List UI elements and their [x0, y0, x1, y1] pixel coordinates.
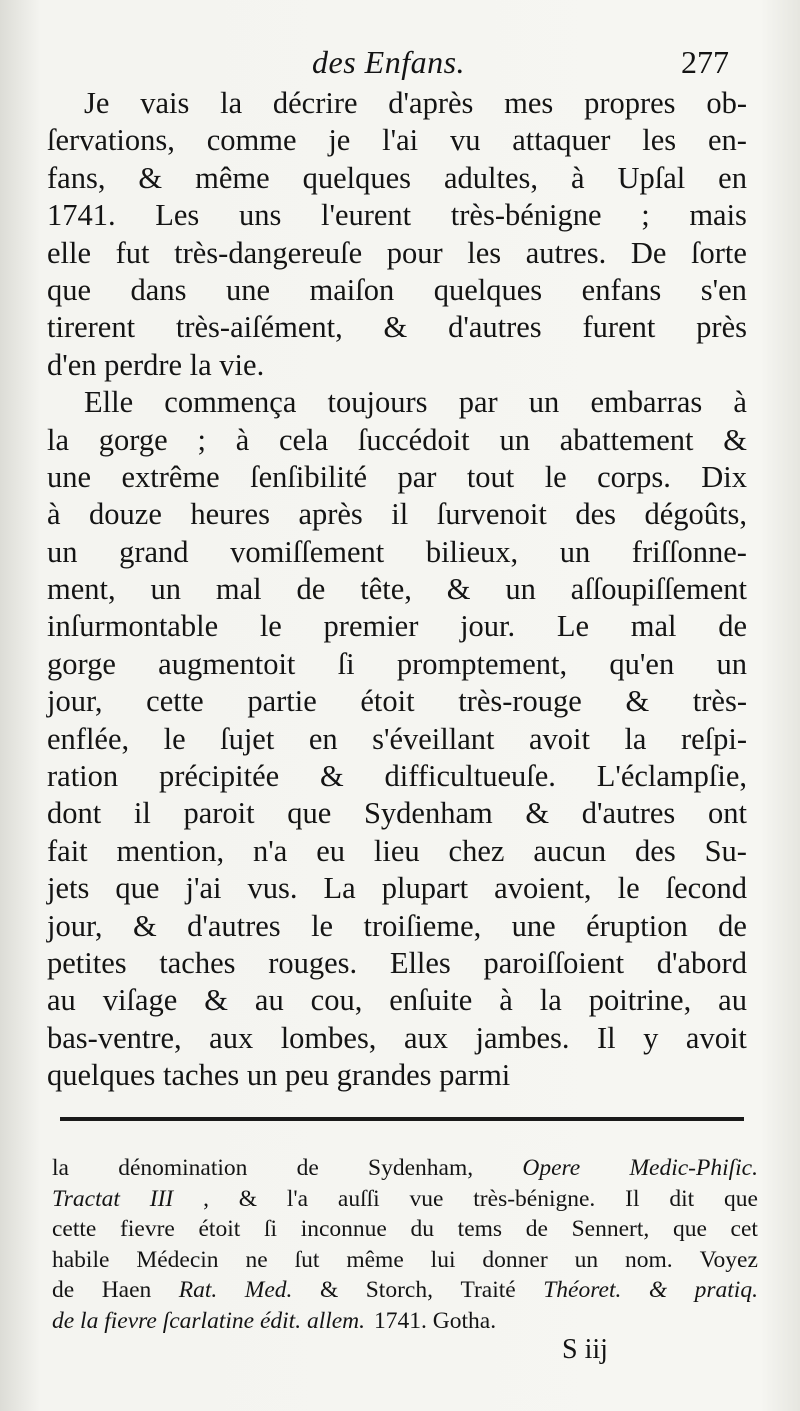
- text-line: 1741. Les uns l'eurent très-bénigne ; mais: [47, 198, 747, 233]
- text-line: ration précipitée & difficultueuſe. L'éclampſie,: [47, 759, 747, 794]
- text-line: petites taches rouges. Elles paroiſſoient d'abord: [47, 945, 747, 980]
- text-line: bas-ventre, aux lombes, aux jambes. Il y avoit: [47, 1020, 747, 1055]
- footnote: [52, 1153, 758, 1336]
- text-line: jour, cette partie étoit très-rouge & très-: [47, 684, 747, 719]
- text-line: à douze heures après il ſurvenoit des dégoûts,: [47, 497, 747, 532]
- text-line: enflée, le ſujet en s'éveillant avoit la reſpi-: [47, 721, 747, 756]
- text-line: ment, un mal de tête, & un aſſoupiſſement: [47, 572, 747, 607]
- footnote-divider: [60, 1117, 744, 1121]
- footnote-line: de Haen Rat. Med. & Storch, Traité Théoret. & pratiq.: [52, 1277, 758, 1303]
- text-line: jets que j'ai vus. La plupart avoient, le ſecond: [47, 871, 747, 906]
- footnote-line: cette fievre étoit ſi inconnue du tems de Sennert, que cet: [52, 1216, 758, 1242]
- footnote-line: la dénomination de Sydenham, Opere Medic-Phiſic.: [52, 1155, 758, 1181]
- text-line: tirerent très-aiſément, & d'autres furent près: [47, 310, 747, 345]
- text-line: jour, & d'autres le troiſieme, une éruption de: [47, 908, 747, 943]
- text-line: fans, & même quelques adultes, à Upſal en: [47, 160, 747, 195]
- text-line: que dans une maiſon quelques enfans s'en: [47, 272, 747, 307]
- text-line: d'en perdre la vie.: [47, 347, 265, 382]
- text-line: fait mention, n'a eu lieu chez aucun des Su-: [47, 833, 747, 868]
- text-line: une extrême ſenſibilité par tout le corps. Dix: [47, 459, 747, 494]
- text-line: gorge augmentoit ſi promptement, qu'en un: [47, 646, 747, 681]
- footnote-line: Tractat III , & l'a auſſi vue très-bénigne. Il dit que: [52, 1185, 758, 1212]
- text-line: au viſage & au cou, enſuite à la poitrine, au: [47, 983, 747, 1018]
- signature-mark: S iij: [562, 1334, 608, 1365]
- text-line: inſurmontable le premier jour. Le mal de: [47, 609, 747, 644]
- text-line: elle fut très-dangereuſe pour les autres. De ſorte: [47, 235, 747, 270]
- page-header: [0, 40, 800, 90]
- footnote-line: habile Médecin ne ſut même lui donner un nom. Voyez: [52, 1246, 758, 1273]
- text-line: un grand vomiſſement bilieux, un friſſonne-: [47, 534, 747, 569]
- text-line: la gorge ; à cela ſuccédoit un abattement &: [47, 422, 747, 457]
- main-text: [47, 85, 747, 1095]
- footnote-line: de la fievre ſcarlatine édit. allem. 1741. Gotha.: [52, 1307, 497, 1334]
- paragraph: [47, 85, 747, 384]
- text-line: quelques taches un peu grandes parmi: [47, 1058, 511, 1093]
- page-number: 277: [681, 44, 729, 80]
- text-line: Elle commença toujours par un embarras à: [84, 385, 747, 420]
- text-line: ſervations, comme je l'ai vu attaquer les en-: [47, 123, 747, 158]
- text-line: dont il paroit que Sydenham & d'autres ont: [47, 796, 747, 831]
- running-title: des Enfans.: [312, 44, 466, 80]
- paragraph: [47, 384, 747, 1094]
- text-line: Je vais la décrire d'après mes propres ob-: [84, 86, 747, 120]
